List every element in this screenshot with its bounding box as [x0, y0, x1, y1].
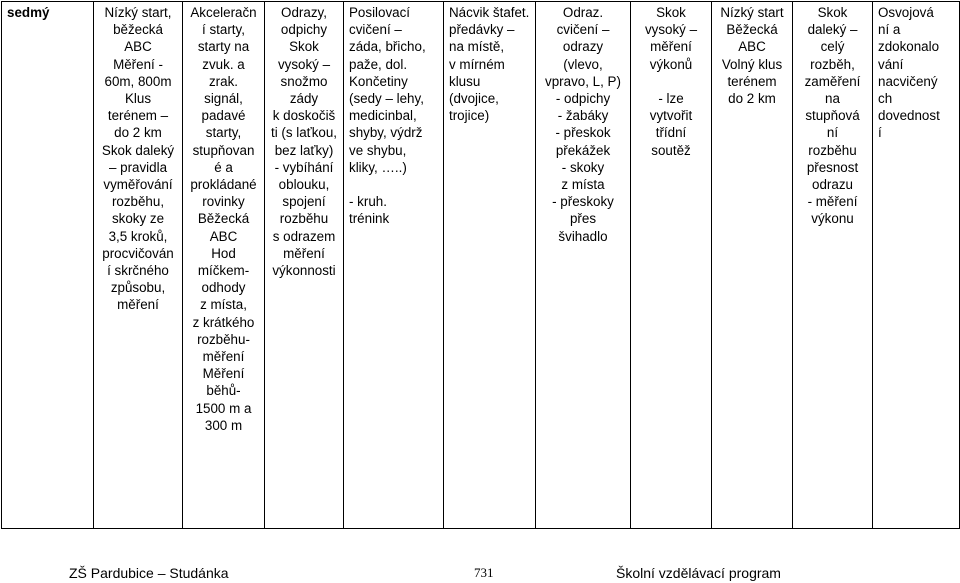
table-cell: Skok daleký – celý rozběh, zaměření na stupňová ní rozběhu přesnost odrazu - měření výkonu: [793, 2, 873, 529]
curriculum-table: [1, 1, 960, 529]
table-cell: Odrazy, odpichy Skok vysoký – snožmo zády k doskočiš ti (s laťkou, bez laťky) - vybíhání oblouku, spojení rozběhu s odrazem měření výkonnosti: [265, 2, 344, 529]
grade-cell: sedmý: [2, 2, 94, 529]
school-name: ZŠ Pardubice – Studánka: [69, 565, 229, 581]
table-cell: Nácvik štafet. předávky – na místě, v mírném klusu (dvojice, trojice): [444, 2, 536, 529]
page-number: 731: [474, 565, 494, 580]
table-cell: Posilovací cvičení – záda, břicho, paže, dol. Končetiny (sedy – lehy, medicinbal, shyby, výdrž ve shybu, kliky, …..) - kruh. trénink: [344, 2, 444, 529]
program-name: Školní vzdělávací program: [616, 565, 781, 581]
table-cell: Osvojová ní a zdokonalo vání nacvičený ch dovednost í: [873, 2, 960, 529]
table-cell: Nízký start Běžecká ABC Volný klus terénem do 2 km: [712, 2, 793, 529]
table-cell: Odraz. cvičení – odrazy (vlevo, vpravo, L, P) - odpichy - žabáky - přeskok překážek - skoky z místa - přeskoky přes švihadlo: [536, 2, 631, 529]
table-cell: Skok vysoký – měření výkonů - lze vytvořit třídní soutěž: [631, 2, 712, 529]
table-row: [2, 2, 960, 529]
page-footer: [0, 565, 960, 583]
table-cell: Nízký start, běžecká ABC Měření - 60m, 800m Klus terénem – do 2 km Skok daleký – pravidla vyměřování rozběhu, skoky ze 3,5 kroků, procvičován í skrčného způsobu, měření: [94, 2, 183, 529]
table-cell: Akceleračn í starty, starty na zvuk. a zrak. signál, padavé starty, stupňovan é a prokládané rovinky Běžecká ABC Hod míčkem- odhody z místa, z krátkého rozběhu- měření Měření běhů- 1500 m a 300 m: [183, 2, 265, 529]
